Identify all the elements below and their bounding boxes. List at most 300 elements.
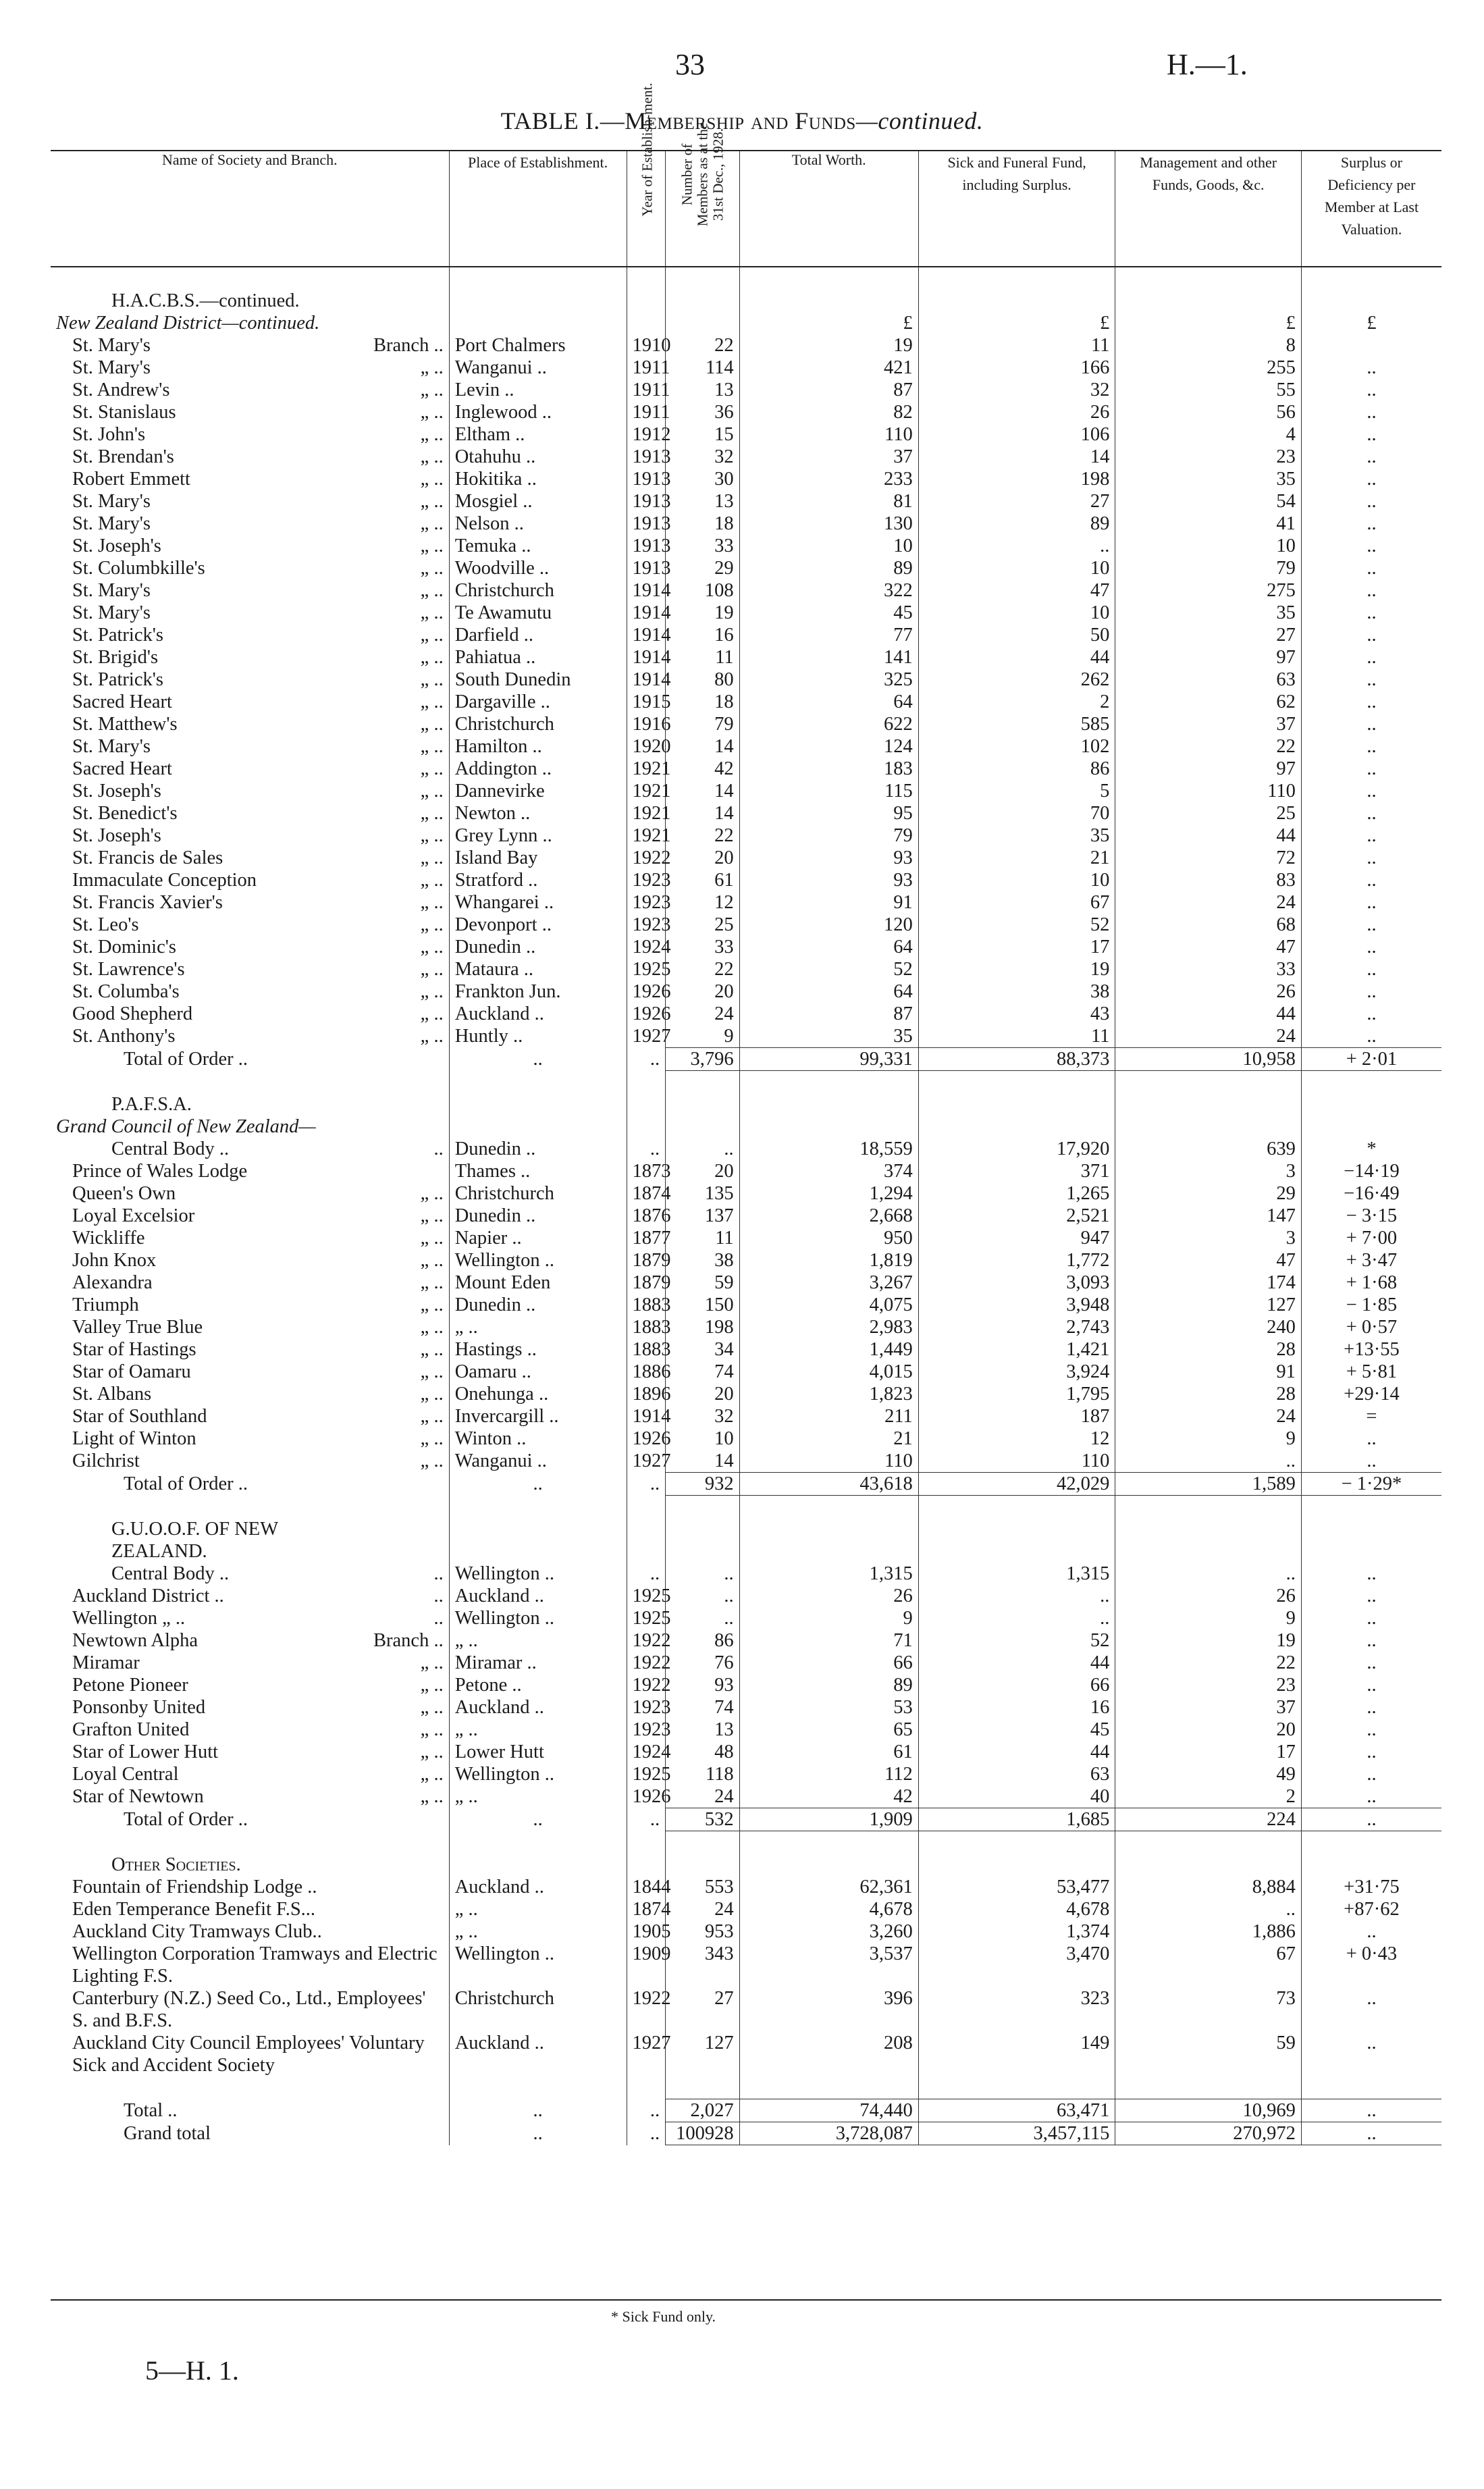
- empty-cell: [1301, 1116, 1441, 1138]
- society-name-cell: [51, 1294, 449, 1316]
- surplus-cell: + 1·68: [1301, 1272, 1441, 1294]
- sick-fund-cell: 47: [918, 579, 1115, 602]
- sick-fund-cell: 10: [918, 602, 1115, 624]
- empty-cell: [449, 1831, 627, 1854]
- table-row: [51, 1741, 1441, 1763]
- members-cell: 86: [666, 1629, 740, 1652]
- table-row: [51, 535, 1441, 557]
- year-cell: 1925: [627, 1585, 666, 1607]
- place-cell: South Dunedin: [449, 669, 627, 691]
- sick-fund-cell: 27: [918, 490, 1115, 513]
- year-cell: 1873: [627, 1160, 666, 1182]
- year-cell: 1914: [627, 669, 666, 691]
- society-name-cell: [51, 802, 449, 824]
- members-cell: 18: [666, 513, 740, 535]
- sick-fund-cell: ..: [918, 535, 1115, 557]
- currency-surplus: £: [1301, 312, 1441, 334]
- members-cell: 36: [666, 401, 740, 423]
- total-worth-cell: 87: [739, 1003, 918, 1025]
- management-fund-cell: 9: [1115, 1607, 1302, 1629]
- place-cell: Auckland ..: [449, 1876, 627, 1898]
- management-fund-cell: 23: [1115, 446, 1302, 468]
- empty-cell: [627, 1496, 666, 1519]
- society-name-cell: [51, 446, 449, 468]
- branch-suffix: „ ..: [420, 379, 444, 400]
- surplus-cell: ..: [1301, 1450, 1441, 1473]
- society-name: Sacred Heart: [72, 691, 172, 712]
- society-name-cell: [51, 1920, 449, 1943]
- total-worth-cell: 4,075: [739, 1294, 918, 1316]
- society-name: Ponsonby United: [72, 1697, 206, 1718]
- society-name-cell: [51, 1338, 449, 1361]
- society-name-cell: [51, 1383, 449, 1405]
- empty-cell: [739, 1831, 918, 1854]
- sick-fund-cell: 198: [918, 468, 1115, 490]
- members-cell: 24: [666, 1003, 740, 1025]
- currency-sick: £: [918, 312, 1115, 334]
- total-worth: 43,618: [739, 1473, 918, 1496]
- year-cell: 1925: [627, 958, 666, 980]
- table-row: [51, 1696, 1441, 1719]
- year-cell: 1905: [627, 1920, 666, 1943]
- branch-suffix: ..: [433, 1608, 444, 1629]
- branch-suffix: „ ..: [420, 1294, 444, 1315]
- empty-cell: [627, 1093, 666, 1116]
- sick-fund-cell: 45: [918, 1719, 1115, 1741]
- total-mgmt: 10,958: [1115, 1048, 1302, 1071]
- society-name-cell: [51, 1563, 449, 1585]
- sick-fund-cell: ..: [918, 1585, 1115, 1607]
- total-worth: 99,331: [739, 1048, 918, 1071]
- sick-fund-cell: 16: [918, 1696, 1115, 1719]
- total-worth-cell: 26: [739, 1585, 918, 1607]
- sick-fund-cell: 2,521: [918, 1205, 1115, 1227]
- society-name-cell: [51, 713, 449, 735]
- header-members: [666, 122, 740, 267]
- year-cell: 1911: [627, 357, 666, 379]
- branch-suffix: „ ..: [420, 669, 444, 690]
- place-cell: Thames ..: [449, 1160, 627, 1182]
- society-name: St. Mary's: [72, 736, 151, 757]
- branch-suffix: „ ..: [420, 1317, 444, 1338]
- table-row: [51, 758, 1441, 780]
- table-row: [51, 490, 1441, 513]
- year-cell: ..: [627, 1563, 666, 1585]
- branch-suffix: „ ..: [420, 625, 444, 646]
- year-cell: 1896: [627, 1383, 666, 1405]
- sick-fund-cell: 17: [918, 936, 1115, 958]
- surplus-cell: ..: [1301, 1003, 1441, 1025]
- year-cell: 1913: [627, 535, 666, 557]
- year-cell: 1914: [627, 602, 666, 624]
- total-worth-cell: 141: [739, 646, 918, 669]
- place-cell: Auckland ..: [449, 2032, 627, 2076]
- total-worth-cell: 4,015: [739, 1361, 918, 1383]
- management-fund-cell: 97: [1115, 758, 1302, 780]
- management-fund-cell: ..: [1115, 1563, 1302, 1585]
- members-cell: 127: [666, 2032, 740, 2076]
- management-fund-cell: 47: [1115, 936, 1302, 958]
- surplus-cell: ..: [1301, 1987, 1441, 2032]
- management-fund-cell: 110: [1115, 780, 1302, 802]
- society-name-cell: [51, 1607, 449, 1629]
- table-row: [51, 557, 1441, 579]
- management-fund-cell: 26: [1115, 980, 1302, 1003]
- empty-cell: [627, 1831, 666, 1854]
- footnote: * Sick Fund only.: [611, 2308, 716, 2325]
- society-name-cell: [51, 1943, 449, 1987]
- table-row: [51, 1316, 1441, 1338]
- table-row: [51, 624, 1441, 646]
- surplus-cell: ..: [1301, 958, 1441, 980]
- management-fund-cell: 27: [1115, 624, 1302, 646]
- sick-fund-cell: 2: [918, 691, 1115, 713]
- members-cell: 59: [666, 1272, 740, 1294]
- place-cell: Addington ..: [449, 758, 627, 780]
- total-worth-cell: 66: [739, 1652, 918, 1674]
- surplus-cell: −14·19: [1301, 1160, 1441, 1182]
- pafsa-heading-text: P.A.F.S.A.: [111, 1094, 192, 1115]
- total-worth-cell: 10: [739, 535, 918, 557]
- table-row: [51, 357, 1441, 379]
- society-name-cell: [51, 468, 449, 490]
- branch-suffix: Branch ..: [373, 335, 444, 356]
- surplus-cell: =: [1301, 1405, 1441, 1427]
- members-cell: ..: [666, 1585, 740, 1607]
- management-fund-cell: 67: [1115, 1943, 1302, 1987]
- branch-suffix: „ ..: [420, 847, 444, 868]
- surplus-cell: + 5·81: [1301, 1361, 1441, 1383]
- branch-suffix: „ ..: [420, 1741, 444, 1762]
- society-name-cell: [51, 1227, 449, 1249]
- table-row: [51, 401, 1441, 423]
- surplus-cell: ..: [1301, 468, 1441, 490]
- table-row: [51, 1272, 1441, 1294]
- society-name: St. Francis Xavier's: [72, 892, 223, 913]
- members-cell: 24: [666, 1785, 740, 1808]
- place-cell: Hamilton ..: [449, 735, 627, 758]
- total-worth-cell: 396: [739, 1987, 918, 2032]
- empty-cell: [739, 1518, 918, 1563]
- total-worth-cell: 77: [739, 624, 918, 646]
- place-cell: Otahuhu ..: [449, 446, 627, 468]
- place-cell: Stratford ..: [449, 869, 627, 891]
- society-name-cell: [51, 1629, 449, 1652]
- management-fund-cell: 47: [1115, 1249, 1302, 1272]
- members-cell: 953: [666, 1920, 740, 1943]
- total-mgmt: 270,972: [1115, 2122, 1302, 2145]
- management-fund-cell: 24: [1115, 1405, 1302, 1427]
- pafsa-total-row: [51, 1473, 1441, 1496]
- surplus-cell: ..: [1301, 423, 1441, 446]
- total-label: Total of Order ..: [124, 1808, 248, 1830]
- table-row: [51, 891, 1441, 914]
- society-name-cell: [51, 1876, 449, 1898]
- management-fund-cell: 35: [1115, 602, 1302, 624]
- total-worth-cell: 93: [739, 869, 918, 891]
- header-year: [627, 82, 666, 267]
- surplus-cell: ..: [1301, 1563, 1441, 1585]
- total-place: ..: [449, 1808, 627, 1831]
- empty-cell: [666, 1116, 740, 1138]
- branch-suffix: „ ..: [420, 1384, 444, 1405]
- table-row: [51, 334, 1441, 357]
- management-fund-cell: 26: [1115, 1585, 1302, 1607]
- place-cell: Oamaru ..: [449, 1361, 627, 1383]
- society-name: Central Body ..: [111, 1563, 230, 1584]
- place-cell: Temuka ..: [449, 535, 627, 557]
- total-worth-cell: 79: [739, 824, 918, 847]
- header-year-text: Year of Establish-ment.: [639, 82, 656, 217]
- total-surplus: ..: [1301, 2122, 1441, 2145]
- header-place: Place of Establishment.: [449, 151, 627, 267]
- sick-fund-cell: 86: [918, 758, 1115, 780]
- branch-suffix: „ ..: [420, 1428, 444, 1449]
- year-cell: 1913: [627, 446, 666, 468]
- society-name: Miramar: [72, 1652, 140, 1673]
- surplus-cell: ..: [1301, 869, 1441, 891]
- surplus-cell: ..: [1301, 401, 1441, 423]
- empty-cell: [51, 1496, 449, 1519]
- place-cell: Invercargill ..: [449, 1405, 627, 1427]
- year-cell: 1909: [627, 1943, 666, 1987]
- year-cell: 1921: [627, 824, 666, 847]
- empty-cell: [739, 1071, 918, 1094]
- empty-cell: [918, 1071, 1115, 1094]
- members-cell: 24: [666, 1898, 740, 1920]
- surplus-cell: ..: [1301, 1607, 1441, 1629]
- members-cell: 42: [666, 758, 740, 780]
- table-row: [51, 735, 1441, 758]
- total-worth-cell: 1,449: [739, 1338, 918, 1361]
- management-fund-cell: 44: [1115, 1003, 1302, 1025]
- table-row: [51, 1629, 1441, 1652]
- branch-suffix: „ ..: [420, 1406, 444, 1427]
- management-fund-cell: 24: [1115, 891, 1302, 914]
- total-worth-cell: 52: [739, 958, 918, 980]
- society-name-cell: [51, 379, 449, 401]
- members-cell: 118: [666, 1763, 740, 1785]
- sick-fund-cell: 166: [918, 357, 1115, 379]
- total-mgmt: 10,969: [1115, 2099, 1302, 2122]
- total-place: ..: [449, 2122, 627, 2145]
- table-row: [51, 513, 1441, 535]
- branch-suffix: „ ..: [420, 491, 444, 512]
- society-name-cell: [51, 490, 449, 513]
- total-sick: 63,471: [918, 2099, 1115, 2122]
- year-cell: 1921: [627, 758, 666, 780]
- members-cell: 14: [666, 1450, 740, 1473]
- total-worth-cell: 1,294: [739, 1182, 918, 1205]
- management-fund-cell: 23: [1115, 1674, 1302, 1696]
- place-cell: Hokitika ..: [449, 468, 627, 490]
- total-worth: 3,728,087: [739, 2122, 918, 2145]
- empty-cell: [739, 1116, 918, 1138]
- members-cell: ..: [666, 1607, 740, 1629]
- branch-suffix: „ ..: [420, 825, 444, 846]
- society-name: Alexandra: [72, 1272, 153, 1293]
- society-name-cell: [51, 334, 449, 357]
- total-worth-cell: 374: [739, 1160, 918, 1182]
- bottom-rule: [51, 2299, 1441, 2301]
- table-row: [51, 802, 1441, 824]
- society-name-cell: [51, 691, 449, 713]
- society-name-cell: [51, 1785, 449, 1808]
- empty-cell: [739, 2076, 918, 2099]
- branch-suffix: „ ..: [420, 1228, 444, 1249]
- total-sick: 88,373: [918, 1048, 1115, 1071]
- surplus-cell: ..: [1301, 624, 1441, 646]
- branch-suffix: „ ..: [420, 1675, 444, 1696]
- total-surplus: − 1·29*: [1301, 1473, 1441, 1496]
- society-name: St. Joseph's: [72, 825, 161, 846]
- sick-fund-cell: 44: [918, 1741, 1115, 1763]
- total-worth: 1,909: [739, 1808, 918, 1831]
- total-worth-cell: 208: [739, 2032, 918, 2076]
- place-cell: Auckland ..: [449, 1696, 627, 1719]
- management-fund-cell: 8: [1115, 334, 1302, 357]
- surplus-cell: ..: [1301, 980, 1441, 1003]
- empty-cell: [51, 2076, 449, 2099]
- members-cell: 10: [666, 1427, 740, 1450]
- members-cell: 11: [666, 646, 740, 669]
- guoof-heading-text: G.U.O.O.F. OF NEW ZEALAND.: [111, 1519, 278, 1562]
- year-cell: 1926: [627, 1003, 666, 1025]
- page-number: 33: [675, 48, 705, 81]
- year-cell: 1876: [627, 1205, 666, 1227]
- year-cell: 1922: [627, 1674, 666, 1696]
- branch-suffix: Branch ..: [373, 1630, 444, 1651]
- table-row: [51, 1249, 1441, 1272]
- total-members: 3,796: [666, 1048, 740, 1071]
- management-fund-cell: 17: [1115, 1741, 1302, 1763]
- management-fund-cell: 55: [1115, 379, 1302, 401]
- society-name: St. Mary's: [72, 335, 151, 356]
- society-name-cell: [51, 914, 449, 936]
- place-cell: Woodville ..: [449, 557, 627, 579]
- members-cell: 15: [666, 423, 740, 446]
- members-cell: 25: [666, 914, 740, 936]
- surplus-cell: ..: [1301, 1719, 1441, 1741]
- empty-cell: [1115, 1831, 1302, 1854]
- year-cell: 1879: [627, 1249, 666, 1272]
- total-worth-cell: 950: [739, 1227, 918, 1249]
- society-name-cell: [51, 423, 449, 446]
- empty-cell: [666, 1518, 740, 1563]
- society-name-cell: [51, 357, 449, 379]
- society-name: St. Columbkille's: [72, 558, 205, 579]
- year-cell: 1911: [627, 401, 666, 423]
- society-name: John Knox: [72, 1250, 157, 1271]
- place-cell: Dunedin ..: [449, 1205, 627, 1227]
- branch-suffix: „ ..: [420, 937, 444, 958]
- branch-suffix: „ ..: [420, 402, 444, 423]
- empty-cell: [1301, 2076, 1441, 2099]
- total-worth-cell: 95: [739, 802, 918, 824]
- society-name: St. Mary's: [72, 513, 151, 534]
- total-worth-cell: 64: [739, 980, 918, 1003]
- total-worth-cell: 82: [739, 401, 918, 423]
- management-fund-cell: 37: [1115, 1696, 1302, 1719]
- management-fund-cell: 91: [1115, 1361, 1302, 1383]
- place-cell: Devonport ..: [449, 914, 627, 936]
- society-name: Loyal Excelsior: [72, 1205, 195, 1226]
- society-name: Wickliffe: [72, 1228, 145, 1249]
- place-cell: Wanganui ..: [449, 1450, 627, 1473]
- total-worth-cell: 3,260: [739, 1920, 918, 1943]
- management-fund-cell: 19: [1115, 1629, 1302, 1652]
- empty-cell: [449, 1093, 627, 1116]
- table-row: [51, 824, 1441, 847]
- place-cell: Whangarei ..: [449, 891, 627, 914]
- society-name: Prince of Wales Lodge: [72, 1161, 248, 1182]
- total-worth-cell: 18,559: [739, 1138, 918, 1160]
- total-surplus: ..: [1301, 2099, 1441, 2122]
- management-fund-cell: 127: [1115, 1294, 1302, 1316]
- society-name: St. Mary's: [72, 580, 151, 601]
- society-name-cell: [51, 936, 449, 958]
- surplus-cell: − 1·85: [1301, 1294, 1441, 1316]
- table-title-suffix: —continued.: [855, 107, 984, 134]
- table-row: [51, 1227, 1441, 1249]
- society-name-cell: [51, 1987, 449, 2032]
- total-worth-cell: 1,819: [739, 1249, 918, 1272]
- branch-suffix: „ ..: [420, 736, 444, 757]
- currency-mgmt: £: [1115, 312, 1302, 334]
- society-name-cell: [51, 958, 449, 980]
- hacbs-district: New Zealand District—continued.: [56, 313, 320, 334]
- surplus-cell: ..: [1301, 1763, 1441, 1785]
- year-cell: 1927: [627, 2032, 666, 2076]
- society-name-cell: [51, 1450, 449, 1473]
- sick-fund-cell: 38: [918, 980, 1115, 1003]
- sick-fund-cell: 3,470: [918, 1943, 1115, 1987]
- society-name: Valley True Blue: [72, 1317, 203, 1338]
- surplus-cell: ..: [1301, 490, 1441, 513]
- sick-fund-cell: 44: [918, 646, 1115, 669]
- members-cell: 38: [666, 1249, 740, 1272]
- year-cell: 1914: [627, 624, 666, 646]
- total-sick: 42,029: [918, 1473, 1115, 1496]
- members-cell: 93: [666, 1674, 740, 1696]
- total-label: Grand total: [124, 2122, 211, 2144]
- management-fund-cell: 3: [1115, 1227, 1302, 1249]
- place-cell: Newton ..: [449, 802, 627, 824]
- members-cell: 114: [666, 357, 740, 379]
- sick-fund-cell: 11: [918, 334, 1115, 357]
- table-row: [51, 379, 1441, 401]
- members-cell: 198: [666, 1316, 740, 1338]
- society-name: St. Mary's: [72, 357, 151, 378]
- members-cell: 11: [666, 1227, 740, 1249]
- sick-fund-cell: ..: [918, 1607, 1115, 1629]
- total-members: 2,027: [666, 2099, 740, 2122]
- empty-cell: [1301, 1854, 1441, 1876]
- surplus-cell: ..: [1301, 557, 1441, 579]
- table-title-main: Membership and Funds: [625, 107, 856, 134]
- year-cell: 1923: [627, 869, 666, 891]
- other-heading: [51, 1854, 1441, 1876]
- management-fund-cell: 33: [1115, 958, 1302, 980]
- branch-suffix: „ ..: [420, 1719, 444, 1740]
- management-fund-cell: 240: [1115, 1316, 1302, 1338]
- society-name-cell: [51, 758, 449, 780]
- total-label: Total of Order ..: [124, 1473, 248, 1494]
- society-name-cell: [51, 735, 449, 758]
- empty-cell: [918, 1854, 1115, 1876]
- empty-cell: [449, 1854, 627, 1876]
- sick-fund-cell: 585: [918, 713, 1115, 735]
